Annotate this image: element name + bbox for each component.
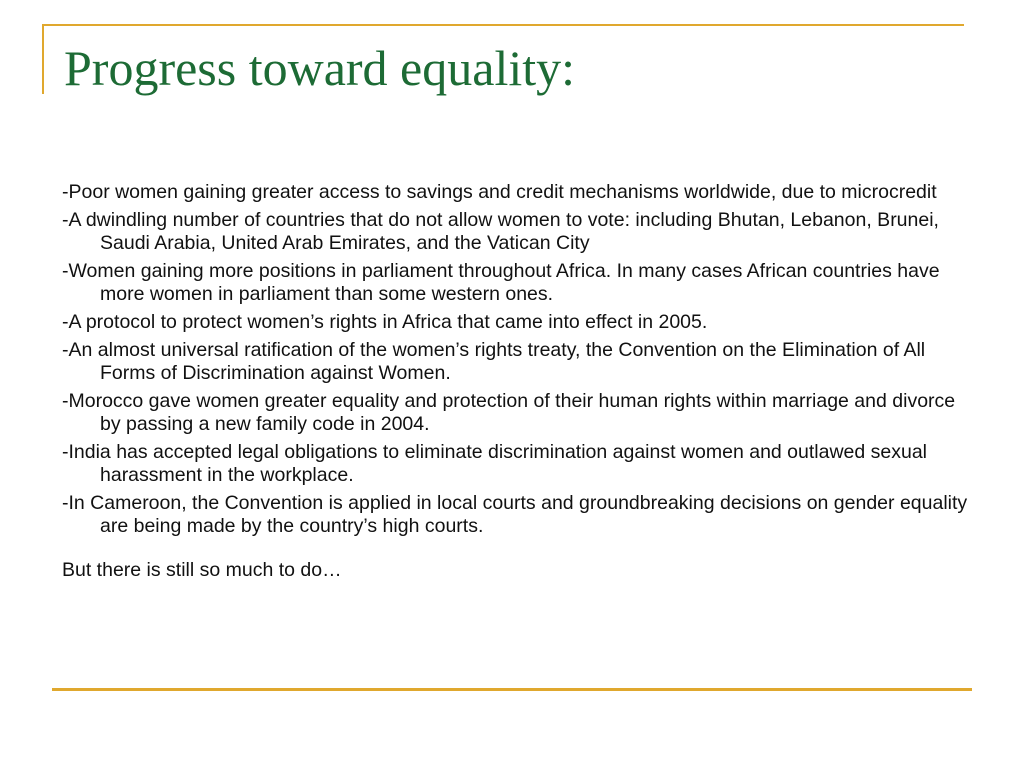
left-accent-rule	[42, 24, 44, 94]
bottom-accent-rule	[52, 688, 972, 691]
list-item: -Poor women gaining greater access to savings and credit mechanisms worldwide, due to microcredit	[62, 181, 937, 203]
closing-statement: But there is still so much to do…	[62, 559, 342, 581]
list-item: -In Cameroon, the Convention is applied in local courts and groundbreaking decisions on gender equality are being made by the country’s high courts.	[62, 492, 968, 537]
list-item: -Women gaining more positions in parliament throughout Africa. In many cases African countries have more women in parliament than some western ones.	[62, 260, 940, 305]
list-item: -India has accepted legal obligations to eliminate discrimination against women and outlawed sexual harassment in the workplace.	[62, 441, 928, 486]
list-item: -A protocol to protect women’s rights in Africa that came into effect in 2005.	[62, 311, 708, 333]
list-item: -A dwindling number of countries that do not allow women to vote: including Bhutan, Lebanon, Brunei, Saudi Arabia, United Arab Emirates, and the Vatican City	[62, 209, 939, 254]
slide-title: Progress toward equality:	[64, 40, 576, 96]
bullet-list	[62, 181, 972, 538]
list-item: -An almost universal ratification of the women’s rights treaty, the Convention on the Elimination of All Forms of Discrimination against Women.	[62, 339, 926, 384]
top-accent-rule	[42, 24, 964, 26]
slide-body	[62, 181, 972, 582]
list-item: -Morocco gave women greater equality and protection of their human rights within marriage and divorce by passing a new family code in 2004.	[62, 390, 956, 435]
